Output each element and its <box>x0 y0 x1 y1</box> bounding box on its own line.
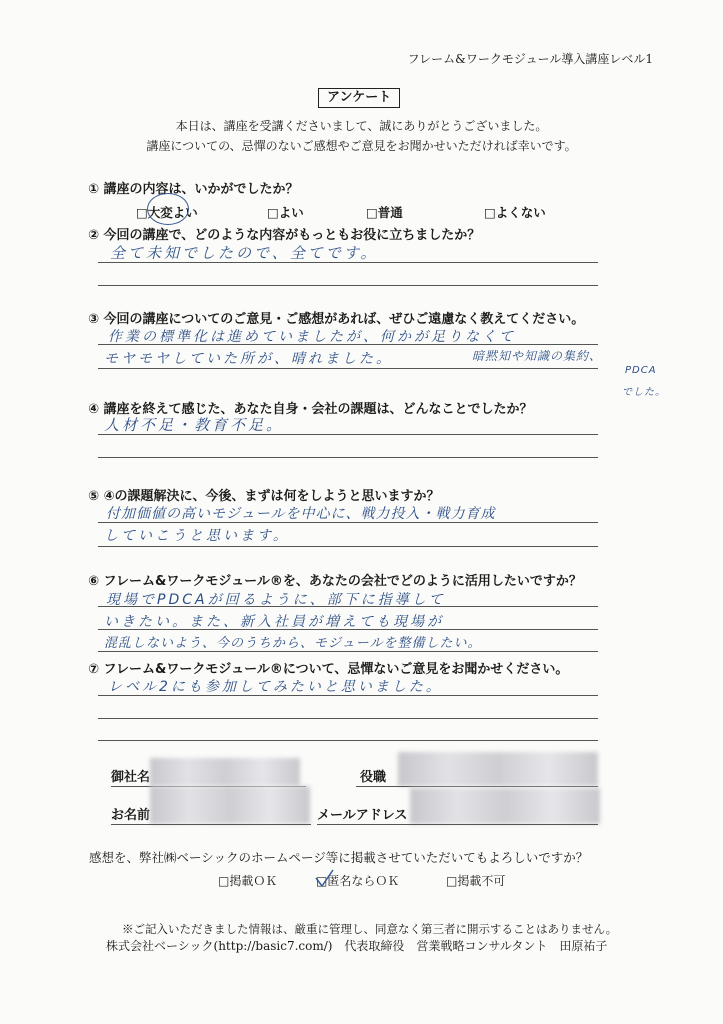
email-line <box>317 824 598 825</box>
question-text: 講座の内容は、いかがでしたか？ <box>103 182 299 197</box>
answer-5-line-2: していこうと思います。 <box>104 528 290 544</box>
question-number: ⑦ <box>88 662 100 677</box>
answer-4: 人材不足・教育不足。 <box>104 416 285 434</box>
answer-line <box>98 285 598 286</box>
question-number: ② <box>88 228 100 243</box>
question-number: ⑥ <box>88 574 100 589</box>
answer-line <box>98 457 598 458</box>
answer-line <box>98 740 598 741</box>
answer-line <box>98 522 598 523</box>
footer-company: 株式会社ベーシック(http://basic7.com/) 代表取締役 営業戦略コンサルタント 田原祐子 <box>106 939 608 953</box>
question-2 <box>88 224 480 243</box>
intro-line-1: 本日は、講座を受講くださいまして、誠にありがとうございました。 <box>175 119 548 133</box>
answer-line <box>98 262 598 263</box>
question-text: フレーム&ワークモジュール®について、忌憚ないご意見をお聞かせください。 <box>103 662 569 677</box>
position-line <box>356 786 598 787</box>
question-3 <box>88 308 584 327</box>
intro-line-2: 講座についての、忌憚のないご感想やご意見をお聞かせいただければ幸いです。 <box>146 139 577 153</box>
answer-line <box>98 546 598 547</box>
question-text: 今回の講座で、どのような内容がもっともお役に立ちましたか？ <box>103 228 481 243</box>
survey-title: アンケート <box>318 88 400 108</box>
position-redacted <box>398 752 598 786</box>
footer-privacy-note: ※ご記入いただきました情報は、厳重に管理し、同意なく第三者に開示することはありません。 <box>122 922 618 936</box>
answer-line <box>98 651 598 652</box>
question-6 <box>88 570 582 589</box>
option-not-good[interactable]: □よくない <box>484 205 546 220</box>
answer-line <box>98 434 598 435</box>
name-line <box>111 824 311 825</box>
answer-line <box>98 606 598 607</box>
question-number: ⑤ <box>88 489 100 504</box>
option-normal[interactable]: □普通 <box>366 205 403 220</box>
answer-3-margin-1: 暗黙知や知識の集約、 <box>472 349 603 363</box>
answer-line <box>98 695 598 696</box>
consent-anonymous-ok[interactable]: □匿名ならＯＫ <box>316 874 400 888</box>
consent-ok[interactable]: □掲載ＯＫ <box>218 874 278 888</box>
answer-line <box>98 344 598 345</box>
consent-question: 感想を、弊社㈱ベーシックのホームページ等に掲載させていただいてもよろしいですか？ <box>89 850 589 865</box>
answer-5-line-1: 付加価値の高いモジュールを中心に、戦力投入・戦力育成 <box>106 506 496 522</box>
answer-6-line-3: 混乱しないよう、今のうちから、モジュールを整備したい。 <box>104 636 482 651</box>
answer-6-line-1: 現場でPDCAが回るように、部下に指導して <box>106 592 446 608</box>
position-label: 役職 <box>360 770 387 785</box>
answer-3-margin-3: でした。 <box>622 387 666 398</box>
email-label: メールアドレス <box>317 808 408 823</box>
question-text: フレーム&ワークモジュール®を、あなたの会社でどのように活用したいですか？ <box>103 574 582 589</box>
answer-line <box>98 368 598 369</box>
question-number: ① <box>88 182 100 197</box>
question-number: ③ <box>88 312 100 327</box>
course-header: フレーム&ワークモジュール導入講座レベル1 <box>407 52 653 66</box>
email-redacted <box>410 788 600 824</box>
name-label: お名前 <box>111 808 151 823</box>
hand-drawn-circle-mark <box>147 193 189 225</box>
question-number: ④ <box>88 402 100 417</box>
hand-drawn-check-mark <box>313 868 335 890</box>
answer-3-margin-2: PDCA <box>625 365 657 376</box>
question-text: 講座を終えて感じた、あなた自身・会社の課題は、どんなことでしたか？ <box>103 402 533 417</box>
answer-7: レベル2にも参加してみたいと思いました。 <box>108 679 443 695</box>
company-label: 御社名 <box>111 770 151 785</box>
option-good[interactable]: □よい <box>267 205 304 220</box>
answer-3-line-1: 作業の標準化は進めていましたが、何かが足りなくて <box>108 329 516 345</box>
consent-not-allowed[interactable]: □掲載不可 <box>446 874 506 888</box>
answer-6-line-2: いきたい。また、新入社員が増えても現場が <box>104 614 444 630</box>
question-7 <box>88 658 568 677</box>
answer-line <box>98 629 598 630</box>
question-text: 今回の講座についてのご意見・ご感想があれば、ぜひご遠慮なく教えてください。 <box>103 312 585 327</box>
option-very-good[interactable]: □大変よい <box>136 205 198 220</box>
answer-3-line-2: モヤモヤしていた所が、晴れました。 <box>104 351 393 367</box>
answer-2: 全て未知でしたので、全てです。 <box>110 244 379 262</box>
company-redacted <box>150 758 300 786</box>
question-1 <box>88 178 299 197</box>
answer-line <box>98 718 598 719</box>
name-redacted <box>150 786 310 824</box>
question-5 <box>88 485 440 504</box>
question-text: ④の課題解決に、今後、まずは何をしようと思いますか？ <box>103 489 440 504</box>
